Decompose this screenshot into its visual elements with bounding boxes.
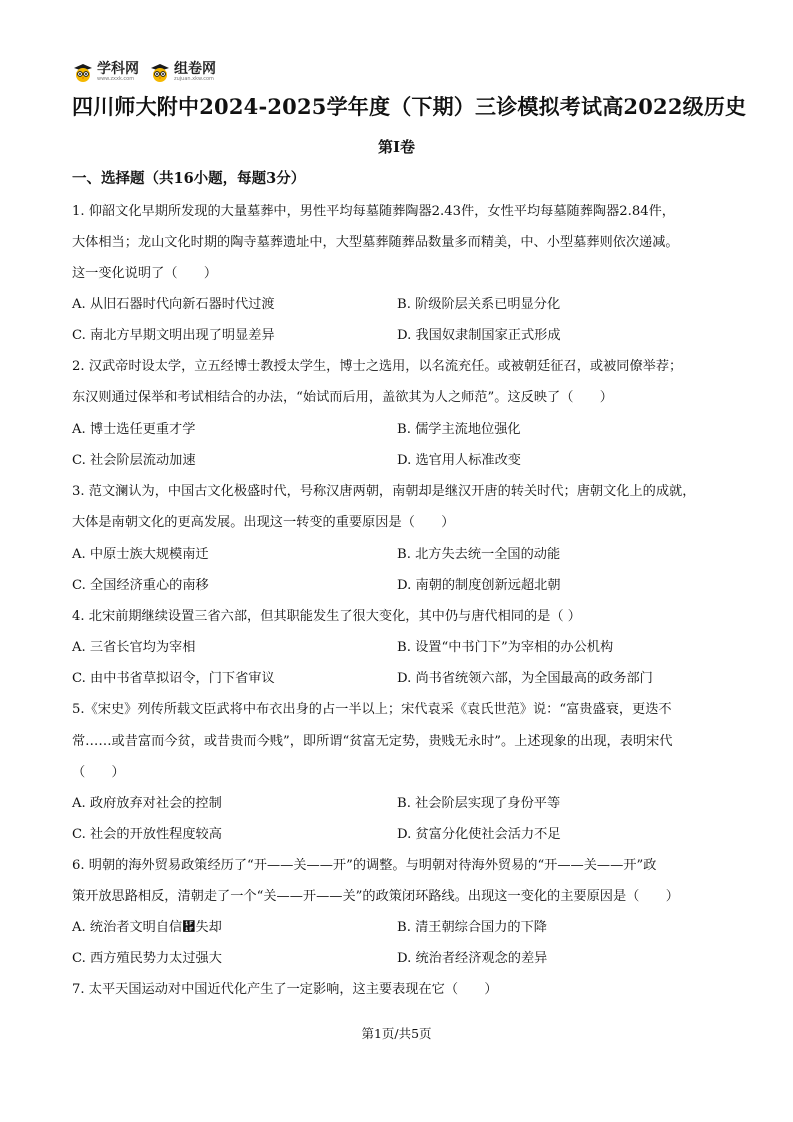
question-1-option-c: C. 南北方早期文明出现了明显差异 [72,328,275,343]
question-5-line-3: （ ） [72,765,125,780]
question-1-line-3: 这一变化说明了（ ） [72,266,218,281]
volume-heading: 第Ⅰ卷 [377,138,416,156]
exam-title: 四川师大附中2024-2025学年度（下期）三诊模拟考试高2022级历史 [72,94,747,119]
question-6-option-a: A. 统治者文明自信἟失却 [72,920,222,935]
question-1-line-2: 大体相当；龙山文化时期的陶寺墓葬遗址中，大型墓葬随葬品数量多而精美，中、小型墓葬则依次递减。 [72,235,679,250]
question-5-line-1: 5.《宋史》列传所载文臣武将中布衣出身的占一半以上；宋代袁采《袁氏世范》说：“富贵盛衰，更迭不 [72,702,672,717]
question-5-option-b: B. 社会阶层实现了身份平等 [397,796,561,811]
xkw-logo-url: www.zxxk.com [97,76,135,82]
question-4-option-a: A. 三省长官均为宰相 [72,640,196,655]
question-6-option-d: D. 统治者经济观念的差异 [397,951,548,966]
question-1-option-d: D. 我国奴隶制国家正式形成 [397,328,561,343]
question-2-option-c: C. 社会阶层流动加速 [72,453,196,468]
xkw-logo-name: 学科网 [97,61,139,77]
question-1-option-a: A. 从旧石器时代向新石器时代过渡 [72,297,275,312]
question-2-line-1: 2. 汉武帝时设太学，立五经博士教授太学生，博士之选用，以名流充任。或被朝廷征召，或被同僚举荐； [72,359,683,374]
question-3-option-c: C. 全国经济重心的南移 [72,578,209,593]
question-6-line-1: 6. 明朝的海外贸易政策经历了“开——关——开”的调整。与明朝对待海外贸易的“开——关——开”政 [72,858,657,873]
question-5-line-2: 常……或昔富而今贫，或昔贵而今贱”，即所谓“贫富无定势，贵贱无永时”。上述现象的出现，表明宋代 [72,734,673,749]
question-4-line-1: 4. 北宋前期继续设置三省六部，但其职能发生了很大变化，其中仍与唐代相同的是（ ） [72,609,581,624]
section-heading: 一、选择题（共16小题，每题3分） [72,170,306,187]
question-5-option-a: A. 政府放弃对社会的控制 [72,796,222,811]
question-4-option-d: D. 尚书省统领六部，为全国最高的政务部门 [397,671,653,686]
header-logos [72,58,216,86]
question-3-option-a: A. 中原士族大规模南迁 [72,547,209,562]
owl-icon [149,61,171,83]
owl-icon [72,61,94,83]
question-4-option-c: C. 由中书省草拟诏令，门下省审议 [72,671,275,686]
question-5-option-c: C. 社会的开放性程度较高 [72,827,222,842]
question-2-option-b: B. 儒学主流地位强化 [397,422,521,437]
question-6-line-2: 策开放思路相反，清朝走了一个“关——开——关”的政策闭环路线。出现这一变化的主要原因是（ ） [72,889,679,904]
question-2-line-2: 东汉则通过保举和考试相结合的办法，“始试而后用，盖欲其为人之师范”。这反映了（ ） [72,390,613,405]
zujuan-logo-name: 组卷网 [174,61,216,77]
question-3-option-b: B. 北方失去统一全国的动能 [397,547,561,562]
question-6-option-b: B. 清王朝综合国力的下降 [397,920,547,935]
page-number: 第1页/共5页 [361,1026,432,1041]
question-2-option-d: D. 选官用人标准改变 [397,453,521,468]
zujuan-logo [149,61,216,83]
question-3-line-2: 大体是南朝文化的更高发展。出现这一转变的重要原因是（ ） [72,515,455,530]
question-4-option-b: B. 设置“中书门下”为宰相的办公机构 [397,640,614,655]
question-3-option-d: D. 南朝的制度创新远超北朝 [397,578,561,593]
question-6-option-c: C. 西方殖民势力太过强大 [72,951,222,966]
zujuan-logo-url: zujuan.xkw.com [174,76,214,82]
xkw-logo [72,61,139,83]
question-2-option-a: A. 博士选任更重才学 [72,422,196,437]
question-3-line-1: 3. 范文澜认为，中国古文化极盛时代，号称汉唐两朝，南朝却是继汉开唐的转关时代；唐朝文化上的成就， [72,484,696,499]
question-7-line-1: 7. 太平天国运动对中国近代化产生了一定影响，这主要表现在它（ ） [72,982,498,997]
question-1-line-1: 1. 仰韶文化早期所发现的大量墓葬中，男性平均每墓随葬陶器2.43件，女性平均每墓随葬陶器2.84件， [72,204,675,219]
question-5-option-d: D. 贫富分化使社会活力不足 [397,827,561,842]
question-1-option-b: B. 阶级阶层关系已明显分化 [397,297,561,312]
